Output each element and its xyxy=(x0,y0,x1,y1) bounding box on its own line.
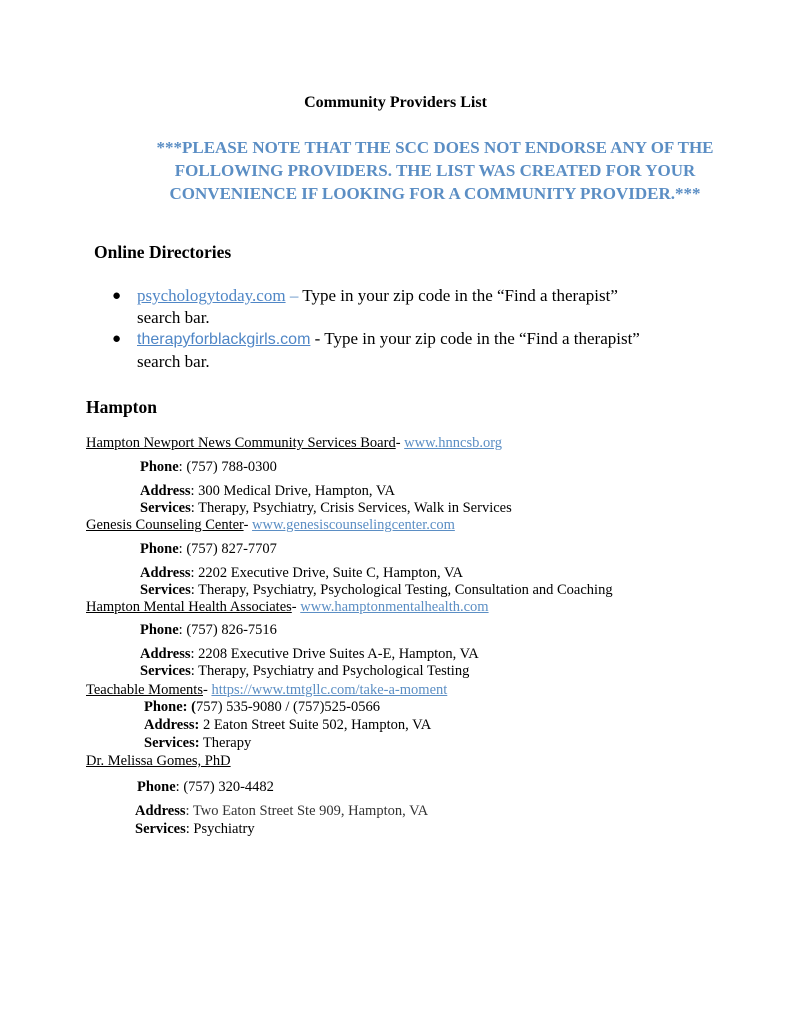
phone-label: Phone xyxy=(140,459,179,475)
disclaimer-notice: ***PLEASE NOTE THAT THE SCC DOES NOT ENDORSE ANY OF THE FOLLOWING PROVIDERS. THE LIST WAS CREATED FOR YOUR CONVENIENCE IF LOOKING FOR A COMMUNITY PROVIDER.*** xyxy=(156,138,714,203)
phone-value: : (757) 826-7516 xyxy=(178,622,277,638)
section-heading-online-directories: Online Directories xyxy=(94,242,232,262)
bullet-icon: ● xyxy=(112,331,122,347)
provider-heading xyxy=(86,753,231,770)
provider-services xyxy=(144,735,251,752)
phone-label: Phone: ( xyxy=(144,699,196,715)
provider-services xyxy=(135,821,255,838)
provider-services xyxy=(140,500,512,517)
directory-description-cont: search bar. xyxy=(137,352,210,371)
address-value: : 2208 Executive Drive Suites A-E, Hampton, VA xyxy=(190,646,479,662)
separator: - xyxy=(243,517,253,533)
services-value: : Therapy, Psychiatry, Psychological Testing, Consultation and Coaching xyxy=(190,582,613,598)
provider-phone xyxy=(140,622,277,639)
provider-heading xyxy=(86,517,455,534)
phone-label: Phone xyxy=(140,541,179,557)
provider-name: Dr. Melissa Gomes, PhD xyxy=(86,753,231,769)
services-label: Services: xyxy=(144,735,200,751)
section-heading-hampton: Hampton xyxy=(86,397,157,417)
provider-heading xyxy=(86,599,489,616)
services-value: Therapy xyxy=(199,735,252,751)
separator: - xyxy=(291,599,301,615)
address-label: Address xyxy=(140,565,191,581)
services-label: Services xyxy=(135,821,186,837)
services-label: Services xyxy=(140,663,191,679)
provider-website-link[interactable]: www.hamptonmentalhealth.com xyxy=(300,599,489,615)
dash-separator: - xyxy=(310,329,325,348)
psychologytoday-link[interactable]: psychologytoday.com xyxy=(137,286,286,305)
page-title: Community Providers List xyxy=(304,94,487,111)
provider-name: Hampton Newport News Community Services Board xyxy=(86,435,396,451)
address-label: Address xyxy=(135,803,186,819)
provider-address xyxy=(140,646,479,663)
provider-address xyxy=(144,717,431,734)
address-value: 2 Eaton Street Suite 502, Hampton, VA xyxy=(199,717,432,733)
address-value: : 2202 Executive Drive, Suite C, Hampton, VA xyxy=(190,565,464,581)
bullet-icon: ● xyxy=(112,288,122,304)
phone-label: Phone xyxy=(137,779,176,795)
list-item xyxy=(112,328,712,372)
provider-name: Genesis Counseling Center xyxy=(86,517,244,533)
dash-separator: – xyxy=(285,286,303,305)
address-value: : 300 Medical Drive, Hampton, VA xyxy=(190,483,395,499)
services-value: : Therapy, Psychiatry and Psychological Testing xyxy=(190,663,470,679)
provider-phone xyxy=(137,779,274,796)
services-value: : Psychiatry xyxy=(185,821,255,837)
provider-phone xyxy=(140,541,277,558)
directory-description: Type in your zip code in the “Find a therapist” xyxy=(324,329,640,348)
provider-phone xyxy=(140,459,277,476)
provider-heading xyxy=(86,435,502,452)
address-label: Address xyxy=(140,646,191,662)
address-label: Address xyxy=(140,483,191,499)
directory-description-cont: search bar. xyxy=(137,308,210,327)
phone-label: Phone xyxy=(140,622,179,638)
provider-heading xyxy=(86,682,447,699)
directory-description: Type in your zip code in the “Find a therapist” xyxy=(302,286,618,305)
services-label: Services xyxy=(140,500,191,516)
provider-address xyxy=(140,565,463,582)
provider-name: Teachable Moments xyxy=(86,682,203,698)
provider-website-link[interactable]: www.hnncsb.org xyxy=(404,435,503,451)
therapyforblackgirls-link[interactable]: therapyforblackgirls.com xyxy=(137,331,311,348)
provider-name: Hampton Mental Health Associates xyxy=(86,599,292,615)
phone-value: : (757) 827-7707 xyxy=(178,541,277,557)
phone-value: 757) 535-9080 / (757)525-0566 xyxy=(195,699,381,715)
phone-value: : (757) 320-4482 xyxy=(175,779,274,795)
provider-website-link[interactable]: www.genesiscounselingcenter.com xyxy=(252,517,455,533)
provider-services xyxy=(140,582,613,599)
provider-services xyxy=(140,663,469,680)
list-item xyxy=(112,285,712,329)
separator: - xyxy=(202,682,212,698)
provider-address xyxy=(140,483,395,500)
address-value: : Two Eaton Street Ste 909, Hampton, VA xyxy=(185,803,429,819)
provider-phone xyxy=(144,699,380,716)
services-value: : Therapy, Psychiatry, Crisis Services, Walk in Services xyxy=(190,500,512,516)
phone-value: : (757) 788-0300 xyxy=(178,459,277,475)
provider-address xyxy=(135,803,428,820)
provider-website-link[interactable]: https://www.tmtgllc.com/take-a-moment xyxy=(211,682,448,698)
separator: - xyxy=(395,435,405,451)
address-label: Address: xyxy=(144,717,200,733)
services-label: Services xyxy=(140,582,191,598)
